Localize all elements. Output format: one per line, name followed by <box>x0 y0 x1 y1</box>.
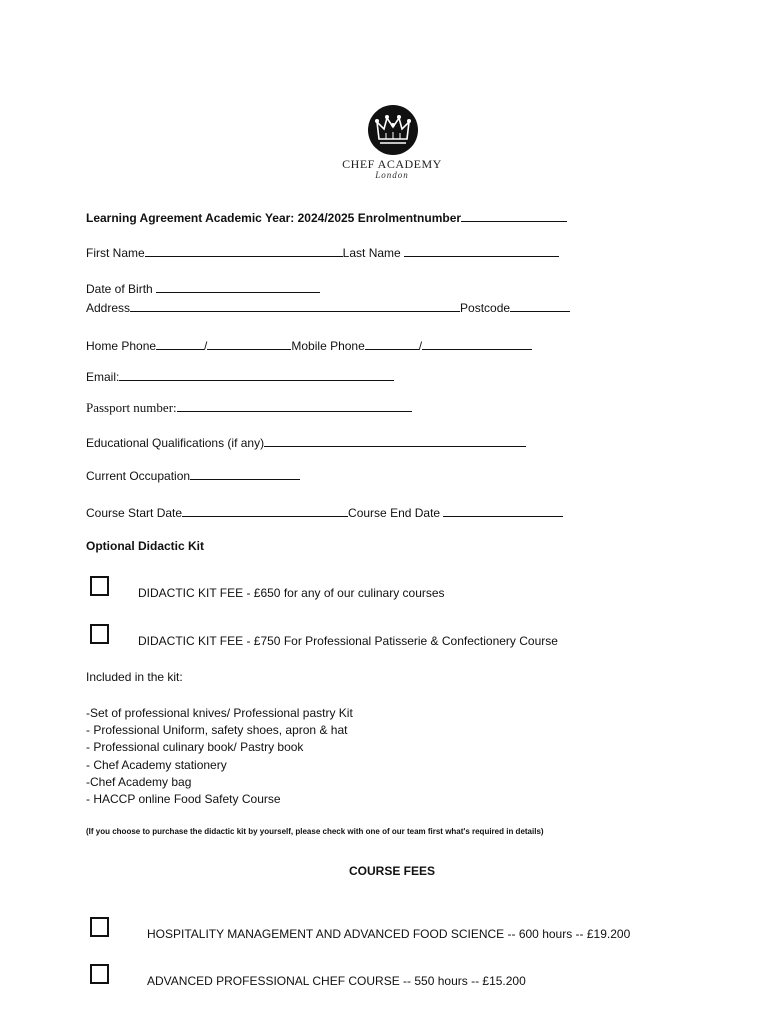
professional-chef-label: ADVANCED PROFESSIONAL CHEF COURSE -- 550 hours -- £15.200 <box>147 974 526 988</box>
course-end-label: Course End Date <box>348 506 441 520</box>
passport-field[interactable] <box>177 399 412 412</box>
last-name-label: Last Name <box>342 246 401 260</box>
home-phone-label: Home Phone <box>86 339 157 353</box>
logo-subtitle: London <box>375 170 409 180</box>
mobile-phone-label: Mobile Phone <box>291 339 365 353</box>
kit-item: - Professional culinary book/ Pastry book <box>86 740 304 755</box>
kit-item: -Set of professional knives/ Professional pastry Kit <box>86 706 353 720</box>
home-phone-number-field[interactable] <box>207 337 291 350</box>
kit-items-list <box>86 705 353 808</box>
logo-name: CHEF ACADEMY <box>342 157 442 171</box>
form-title: Learning Agreement Academic Year: 2024/2025 Enrolmentnumber <box>86 211 462 225</box>
form-title-row <box>86 209 567 225</box>
didactic-kit-heading: Optional Didactic Kit <box>86 539 205 553</box>
phone-row <box>86 337 532 353</box>
education-label: Educational Qualifications (if any) <box>86 436 265 450</box>
didactic-kit-750-label: DIDACTIC KIT FEE - £750 For Professional Patisserie & Confectionery Course <box>138 634 558 648</box>
address-row <box>86 299 570 315</box>
dob-row <box>86 280 320 296</box>
occupation-label: Current Occupation <box>86 469 191 483</box>
first-name-label: First Name <box>86 246 145 260</box>
enrolment-number-field[interactable] <box>461 209 567 222</box>
passport-label: Passport number: <box>86 400 177 415</box>
hospitality-management-checkbox[interactable] <box>90 917 109 937</box>
education-row <box>86 434 526 450</box>
didactic-kit-note: (If you choose to purchase the didactic kit by yourself, please check with one of our team first what's required in details) <box>86 827 544 836</box>
didactic-kit-650-checkbox[interactable] <box>90 576 109 596</box>
kit-item: - HACCP online Food Safety Course <box>86 792 281 807</box>
hospitality-management-label: HOSPITALITY MANAGEMENT AND ADVANCED FOOD SCIENCE -- 600 hours -- £19.200 <box>147 927 631 941</box>
postcode-label: Postcode <box>460 301 511 315</box>
didactic-kit-750-checkbox[interactable] <box>90 624 109 644</box>
course-start-label: Course Start Date <box>86 506 183 520</box>
professional-chef-checkbox[interactable] <box>90 964 109 984</box>
mobile-phone-prefix-field[interactable] <box>365 337 419 350</box>
occupation-field[interactable] <box>190 467 300 480</box>
mobile-phone-number-field[interactable] <box>422 337 532 350</box>
education-field[interactable] <box>264 434 526 447</box>
email-row <box>86 368 394 384</box>
course-fees-heading: COURSE FEES <box>349 864 436 878</box>
home-phone-prefix-field[interactable] <box>156 337 204 350</box>
name-row <box>86 244 559 260</box>
kit-included-heading: Included in the kit: <box>86 670 183 684</box>
course-dates-row <box>86 504 563 520</box>
home-phone-separator: / <box>204 339 208 353</box>
dob-field[interactable] <box>156 280 320 293</box>
chef-academy-logo <box>368 105 418 155</box>
mobile-phone-separator: / <box>418 339 423 353</box>
first-name-field[interactable] <box>145 244 343 257</box>
course-start-field[interactable] <box>182 504 348 517</box>
occupation-row <box>86 467 300 483</box>
postcode-field[interactable] <box>510 299 570 312</box>
kit-item: -Chef Academy bag <box>86 774 192 789</box>
address-field[interactable] <box>130 299 460 312</box>
dob-label: Date of Birth <box>86 282 153 296</box>
kit-item: - Chef Academy stationery <box>86 757 227 772</box>
didactic-kit-650-label: DIDACTIC KIT FEE - £650 for any of our culinary courses <box>138 586 445 600</box>
last-name-field[interactable] <box>404 244 559 257</box>
email-label: Email: <box>86 370 120 384</box>
kit-item: - Professional Uniform, safety shoes, apron & hat <box>86 723 348 738</box>
email-field[interactable] <box>119 368 394 381</box>
address-label: Address <box>86 301 131 315</box>
course-end-field[interactable] <box>443 504 563 517</box>
passport-row <box>86 399 412 416</box>
crown-icon <box>368 105 418 155</box>
